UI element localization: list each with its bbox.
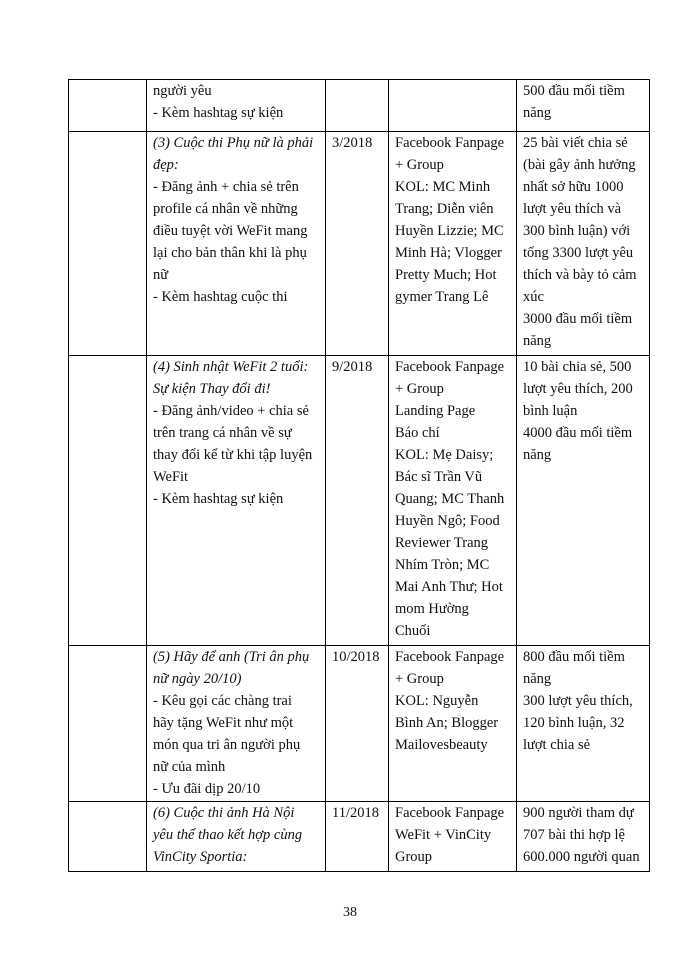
channel-line: Huyền Ngô; Food [395,513,500,529]
channel-line: Facebook Fanpage [395,805,505,821]
result-line: 3000 đầu mối tiềm [523,311,633,327]
channel-line: Facebook Fanpage [395,359,505,375]
channel-line: Facebook Fanpage [395,135,505,151]
program-title-line: VinCity Sportia: [153,849,248,865]
channel-line: Landing Page [395,403,476,419]
channel-line: WeFit + VinCity [395,827,492,843]
campaign-table [68,79,650,872]
time-cell [326,646,389,802]
results-cell [517,802,650,872]
program-desc-line: - Kèm hashtag sự kiện [153,105,284,121]
program-cell [147,80,326,132]
program-title-line: yêu thể thao kết hợp cùng [153,827,303,843]
channel-line: + Group [395,381,444,397]
program-cell [147,356,326,646]
program-title-line: (4) Sinh nhật WeFit 2 tuổi: [153,359,309,375]
program-title-line: nữ ngày 20/10) [153,671,242,687]
result-line: 25 bài viết chia sẻ [523,135,628,151]
program-cell [147,646,326,802]
channel-line: + Group [395,671,444,687]
table-row [69,646,650,802]
program-cell [147,802,326,872]
page-number: 38 [343,905,357,920]
time-text: 10/2018 [332,649,380,665]
table-row [69,132,650,356]
result-line: xúc [523,289,544,305]
result-line: năng [523,333,552,349]
result-line: 10 bài chia sẻ, 500 [523,359,632,375]
result-line: năng [523,105,552,121]
channel-line: Quang; MC Thanh [395,491,505,507]
channel-line: Chuối [395,623,431,639]
channel-line: Mailovesbeauty [395,737,488,753]
channel-line: KOL: MC Minh [395,179,491,195]
result-line: 300 lượt yêu thích, [523,693,633,709]
program-desc-line: nữ của mình [153,759,226,775]
channels-cell [389,80,517,132]
time-text: 11/2018 [332,805,379,821]
channel-line: mom Hường [395,601,469,617]
results-cell [517,132,650,356]
result-line: 600.000 người quan [523,849,640,865]
result-line: 300 bình luận) với [523,223,631,239]
channel-line: Reviewer Trang [395,535,489,551]
channel-line: gymer Trang Lê [395,289,489,305]
channel-line: KOL: Nguyễn [395,693,479,709]
result-line: 900 người tham dự [523,805,634,821]
result-line: thích và bày tỏ cảm [523,267,637,283]
channel-line: Mai Anh Thư; Hot [395,579,503,595]
time-cell [326,80,389,132]
result-line: lượt yêu thích, 200 [523,381,633,397]
result-line: 4000 đầu mối tiềm [523,425,633,441]
program-desc-line: - Đăng ảnh/video + chia sẻ [153,403,309,419]
results-cell [517,80,650,132]
time-cell [326,132,389,356]
program-desc-line: WeFit [153,469,189,485]
channel-line: Minh Hà; Vlogger [395,245,502,261]
program-desc-line: nữ [153,267,169,283]
channel-line: Facebook Fanpage [395,649,505,665]
result-line: năng [523,447,552,463]
result-line: tổng 3300 lượt yêu [523,245,634,261]
blank-cell [69,356,147,646]
channel-line: Nhím Tròn; MC [395,557,490,573]
program-cell [147,132,326,356]
table-row [69,80,650,132]
channel-line: Bác sĩ Trần Vũ [395,469,483,485]
channel-line: Huyền Lizzie; MC [395,223,504,239]
table-row [69,356,650,646]
program-desc-line: hãy tặng WeFit như một [153,715,294,731]
program-title-line: Sự kiện Thay đổi đi! [153,381,271,397]
program-desc-line: thay đổi kể từ khi tập luyện [153,447,313,463]
program-desc-line: món qua tri ân người phụ [153,737,301,753]
table-row [69,802,650,872]
result-line: lượt chia sẻ [523,737,591,753]
result-line: bình luận [523,403,578,419]
channel-line: Pretty Much; Hot [395,267,497,283]
time-text: 9/2018 [332,359,373,375]
results-cell [517,646,650,802]
time-cell [326,802,389,872]
channel-line: Báo chí [395,425,440,441]
result-line: 800 đầu mối tiềm [523,649,625,665]
channel-line: Bình An; Blogger [395,715,499,731]
program-desc-line: - Kêu gọi các chàng trai [153,693,292,709]
channels-cell [389,802,517,872]
result-line: (bài gây ảnh hưởng [523,157,636,173]
result-line: 500 đầu mối tiềm [523,83,625,99]
result-line: lượt yêu thích và [523,201,622,217]
result-line: nhất sở hữu 1000 [523,179,624,195]
channels-cell [389,132,517,356]
blank-cell [69,802,147,872]
time-cell [326,356,389,646]
blank-cell [69,132,147,356]
channels-cell [389,646,517,802]
program-desc-line: điều tuyệt vời WeFit mang [153,223,308,239]
program-desc-line: - Kèm hashtag cuộc thi [153,289,288,305]
channel-line: Group [395,849,433,865]
channel-line: Trang; Diễn viên [395,201,494,217]
results-cell [517,356,650,646]
blank-cell [69,646,147,802]
program-desc-line: - Kèm hashtag sự kiện [153,491,284,507]
result-line: 707 bài thi hợp lệ [523,827,625,843]
program-desc-line: - Ưu đãi dịp 20/10 [153,781,261,797]
program-title-line: (6) Cuộc thi ảnh Hà Nội [153,805,295,821]
result-line: năng [523,671,552,687]
program-title-line: (3) Cuộc thi Phụ nữ là phải [153,135,314,151]
program-title-line: đẹp: [153,157,179,173]
time-text: 3/2018 [332,135,373,151]
program-desc-line: lại cho bản thân khi là phụ [153,245,307,261]
channels-cell [389,356,517,646]
program-desc-line: - Đăng ảnh + chia sẻ trên [153,179,299,195]
blank-cell [69,80,147,132]
program-title-line: (5) Hãy để anh (Tri ân phụ [153,649,310,665]
channel-line: + Group [395,157,444,173]
channel-line: KOL: Mẹ Daisy; [395,447,494,463]
program-desc-line: người yêu [153,83,212,99]
program-desc-line: profile cá nhân về những [153,201,298,217]
result-line: 120 bình luận, 32 [523,715,625,731]
program-desc-line: trên trang cá nhân về sự [153,425,292,441]
